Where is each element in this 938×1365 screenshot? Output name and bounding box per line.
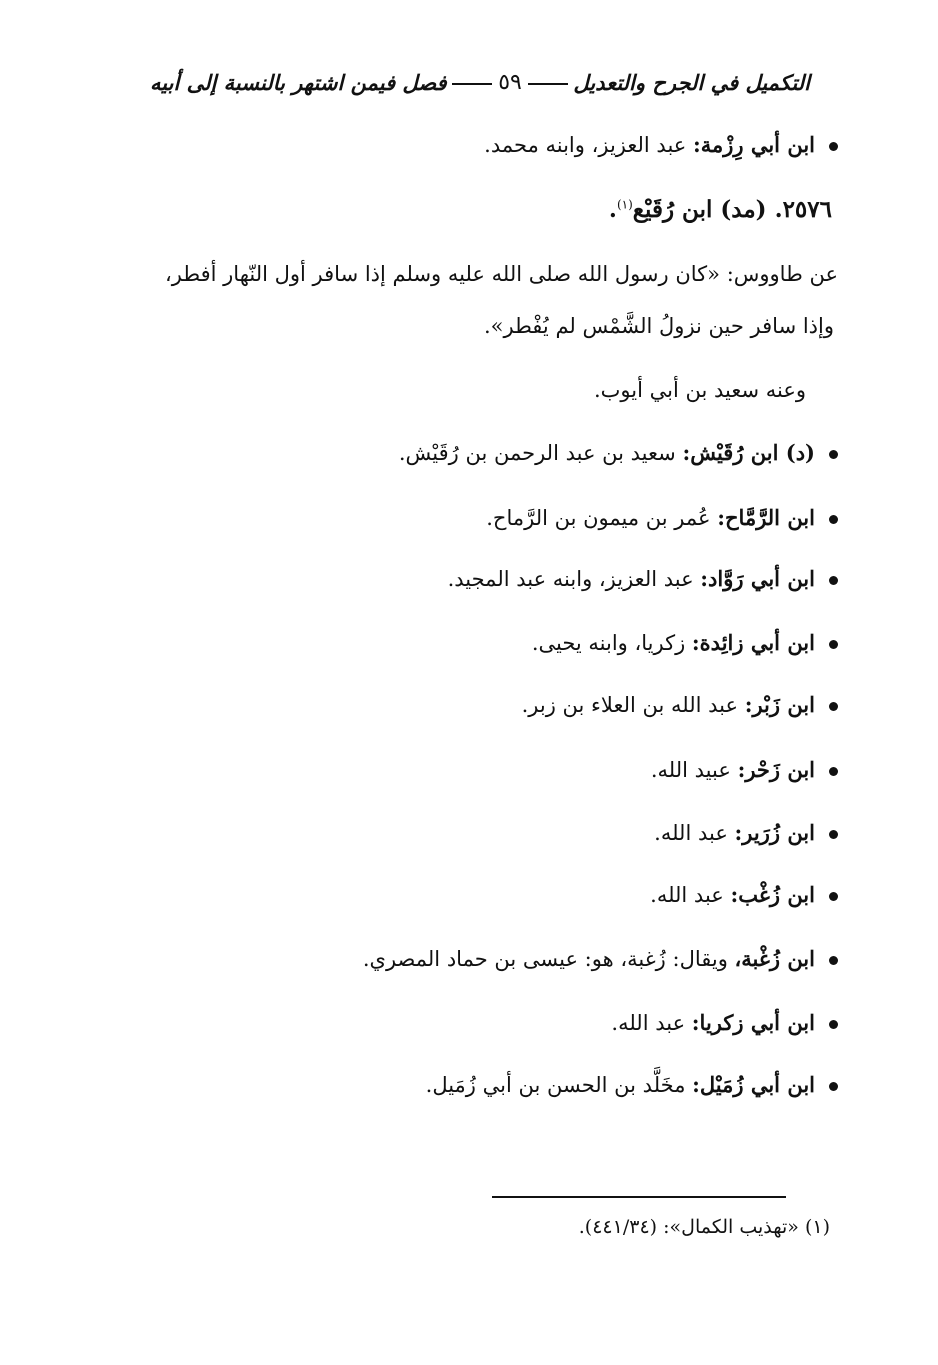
list-item: [484, 132, 838, 157]
bullet-icon: [829, 515, 838, 524]
list-item: [486, 505, 838, 530]
list-item: [363, 946, 838, 971]
bullet-icon: [829, 142, 838, 151]
bullet-icon: [829, 450, 838, 459]
item-name: ابن زُغْب:: [730, 882, 815, 907]
section-title: فصل فيمن اشتهر بالنسبة إلى أبيه: [150, 69, 447, 95]
item-desc: سعيد بن عبد الرحمن بن رُقَيْش.: [398, 441, 683, 465]
item-name: ابن أبي زكريا:: [691, 1010, 815, 1035]
item-desc: ويقال: زُغبة، هو: عيسى بن حماد المصري.: [362, 947, 735, 971]
item-desc: عبد العزيز، وابنه عبد المجيد.: [447, 567, 701, 591]
header-divider: [528, 70, 568, 95]
item-name: ابن زُغْبة،: [734, 946, 815, 971]
entry-heading: ٢٥٧٦. (مد) ابن رُقَيْع$^{(١)}$.: [608, 196, 832, 223]
list-item: [650, 882, 838, 907]
bullet-icon: [829, 640, 838, 649]
item-name: (د) ابن رُقَيْش:: [682, 440, 815, 465]
bullet-icon: [829, 767, 838, 776]
item-desc: عبد الله.: [654, 821, 735, 845]
bullet-icon: [829, 1082, 838, 1091]
list-item: [532, 630, 838, 655]
bullet-icon: [829, 1020, 838, 1029]
item-name: ابن زُرَير:: [734, 820, 815, 845]
list-item: [611, 1010, 838, 1035]
running-header: [150, 62, 810, 102]
item-name: ابن أبي زائِدة:: [691, 630, 815, 655]
bullet-icon: [829, 892, 838, 901]
item-name: ابن زَحْر:: [737, 757, 815, 782]
entry-code: (مد): [720, 196, 767, 223]
footnote-divider: [492, 1196, 786, 1198]
item-desc: عبد الله.: [650, 883, 731, 907]
bullet-icon: [829, 956, 838, 965]
bullet-icon: [829, 830, 838, 839]
item-name: ابن أبي زُمَيْل:: [692, 1072, 815, 1097]
list-item: [651, 757, 838, 782]
bullet-icon: [829, 702, 838, 711]
list-item: [399, 440, 838, 465]
item-name: ابن أبي رِزْمة:: [692, 132, 815, 157]
entry-text-line: عن طاووس: «كان رسول الله صلى الله عليه وسلم إذا سافر أول النّهار أفطر،: [165, 262, 838, 286]
list-item: [448, 566, 838, 591]
bullet-icon: [829, 576, 838, 585]
item-desc: عبد الله بن العلاء بن زبر.: [521, 693, 745, 717]
entry-text-line: وعنه سعيد بن أبي أيوب.: [593, 378, 806, 402]
item-desc: مخَلَّد بن الحسن بن أبي زُمَيل.: [425, 1073, 693, 1097]
page-number: ٥٩: [498, 69, 522, 95]
item-name: ابن زَبْر:: [744, 692, 815, 717]
entry-text-line: وإذا سافر حين نزولُ الشَّمْس لم يُفْطر».: [483, 314, 834, 338]
item-desc: عبد العزيز، وابنه محمد.: [484, 133, 693, 157]
item-desc: عُمر بن ميمون بن الرَّماح.: [486, 506, 718, 530]
book-title: التكميل في الجرح والتعديل: [573, 69, 810, 95]
item-desc: عبيد الله.: [650, 758, 738, 782]
footnote-ref: (١): [616, 197, 633, 212]
list-item: [522, 692, 838, 717]
entry-name: ابن رُقَيْع: [632, 196, 713, 223]
header-divider: [452, 70, 492, 95]
item-name: ابن أبي رَوَّاد:: [700, 566, 815, 591]
footnote: (١) «تهذيب الكمال»: (٤٤١/٣٤).: [578, 1216, 830, 1238]
list-item: [654, 820, 838, 845]
item-desc: عبد الله.: [611, 1011, 692, 1035]
item-name: ابن الرَّمَّاح:: [717, 505, 815, 530]
entry-number: ٢٥٧٦.: [774, 196, 832, 223]
list-item: [426, 1072, 838, 1097]
item-desc: زكريا، وابنه يحيى.: [531, 631, 692, 655]
